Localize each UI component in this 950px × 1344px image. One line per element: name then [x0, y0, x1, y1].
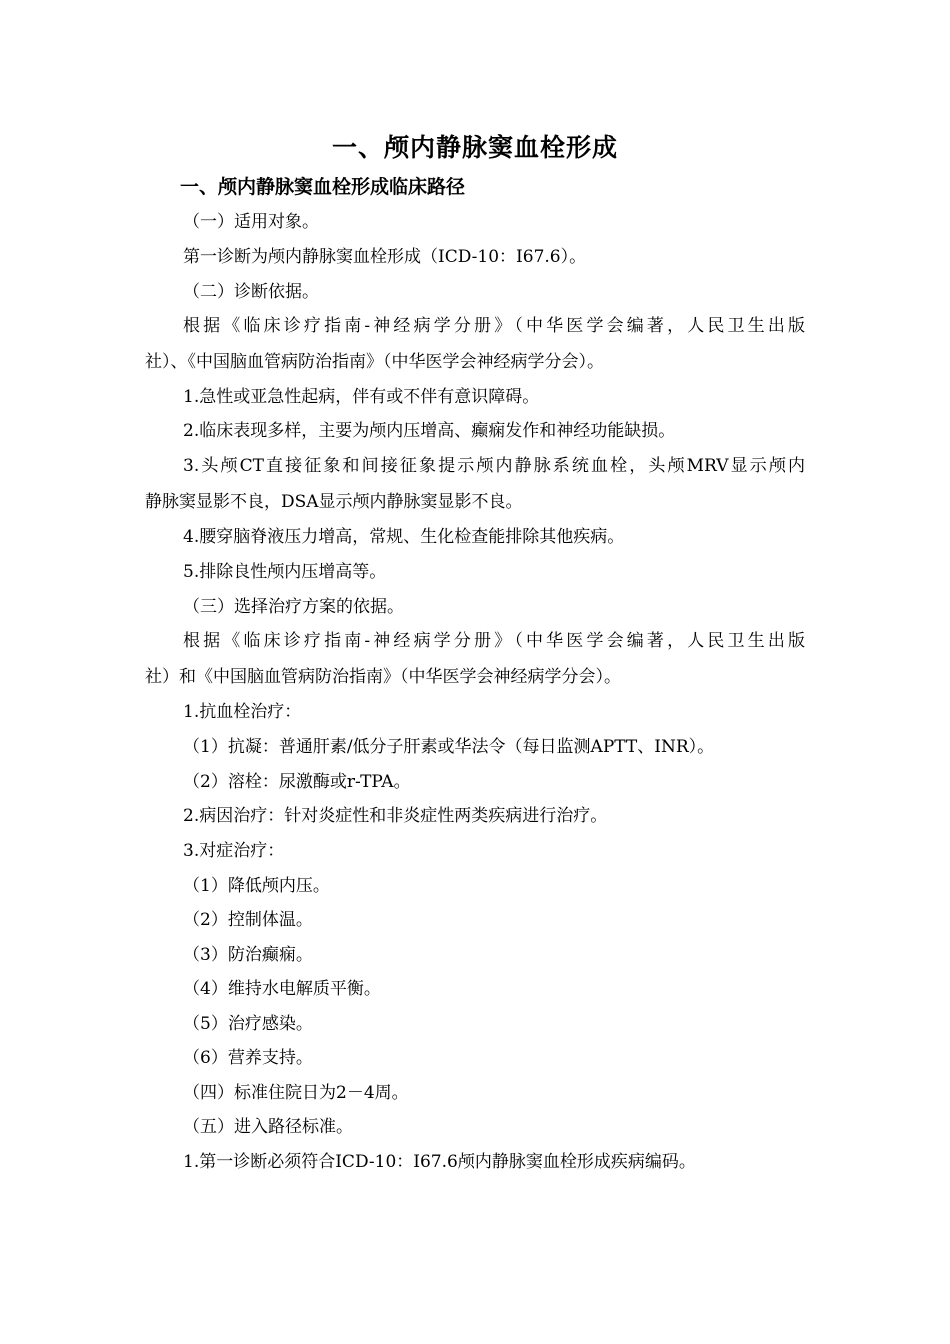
- list-item-treatment-1: 1.抗血栓治疗：: [183, 702, 302, 722]
- document-title: 一、颅内静脉窦血栓形成: [331, 133, 618, 162]
- list-item-diagnosis-4: 4.腰穿脑脊液压力增高，常规、生化检查能排除其他疾病。: [183, 527, 625, 547]
- paragraph-treatment-reference-line-1: 根据《临床诊疗指南-神经病学分册》（中华医学会编著，人民卫生出版: [183, 631, 805, 651]
- list-item-symptomatic-1: （1）降低颅内压。: [183, 876, 330, 896]
- paragraph-treatment-reference-line-2: 社）和《中国脑血管病防治指南》（中华医学会神经病学分会）。: [145, 667, 621, 687]
- list-item-diagnosis-2: 2.临床表现多样，主要为颅内压增高、癫痫发作和神经功能缺损。: [183, 421, 676, 441]
- paragraph-reference-line-1: 根据《临床诊疗指南-神经病学分册》（中华医学会编著，人民卫生出版: [183, 316, 805, 336]
- subsection-heading-pathway-entry: （五）进入路径标准。: [183, 1117, 353, 1137]
- subsection-heading-applicable-subjects: （一）适用对象。: [183, 212, 319, 232]
- list-item-treatment-3: 3.对症治疗：: [183, 841, 285, 861]
- list-item-diagnosis-1: 1.急性或亚急性起病，伴有或不伴有意识障碍。: [183, 387, 540, 407]
- subsection-heading-treatment-basis: （三）选择治疗方案的依据。: [183, 597, 404, 617]
- list-item-treatment-1-thrombolysis: （2）溶栓：尿激酶或r-TPA。: [183, 772, 411, 792]
- list-item-symptomatic-6: （6）营养支持。: [183, 1048, 313, 1068]
- list-item-symptomatic-5: （5）治疗感染。: [183, 1014, 313, 1034]
- list-item-symptomatic-3: （3）防治癫痫。: [183, 945, 313, 965]
- list-item-symptomatic-2: （2）控制体温。: [183, 910, 313, 930]
- subsection-heading-hospital-stay: （四）标准住院日为2－4周。: [183, 1083, 409, 1103]
- paragraph-reference-line-2: 社）、《中国脑血管病防治指南》（中华医学会神经病学分会）。: [145, 352, 604, 372]
- list-item-diagnosis-3-line-2: 静脉窦显影不良，DSA显示颅内静脉窦显影不良。: [145, 492, 523, 512]
- list-item-entry-1: 1.第一诊断必须符合ICD-10：I67.6颅内静脉窦血栓形成疾病编码。: [183, 1152, 696, 1172]
- section-heading: 一、颅内静脉窦血栓形成临床路径: [180, 176, 466, 198]
- list-item-treatment-1-anticoagulation: （1）抗凝：普通肝素/低分子肝素或华法令（每日监测APTT、INR）。: [183, 737, 715, 757]
- paragraph-first-diagnosis: 第一诊断为颅内静脉窦血栓形成（ICD-10：I67.6）。: [183, 247, 587, 267]
- list-item-symptomatic-4: （4）维持水电解质平衡。: [183, 979, 381, 999]
- list-item-treatment-2: 2.病因治疗：针对炎症性和非炎症性两类疾病进行治疗。: [183, 806, 608, 826]
- subsection-heading-diagnosis-basis: （二）诊断依据。: [183, 282, 319, 302]
- list-item-diagnosis-3-line-1: 3.头颅CT直接征象和间接征象提示颅内静脉系统血栓，头颅MRV显示颅内: [183, 456, 805, 476]
- list-item-diagnosis-5: 5.排除良性颅内压增高等。: [183, 562, 387, 582]
